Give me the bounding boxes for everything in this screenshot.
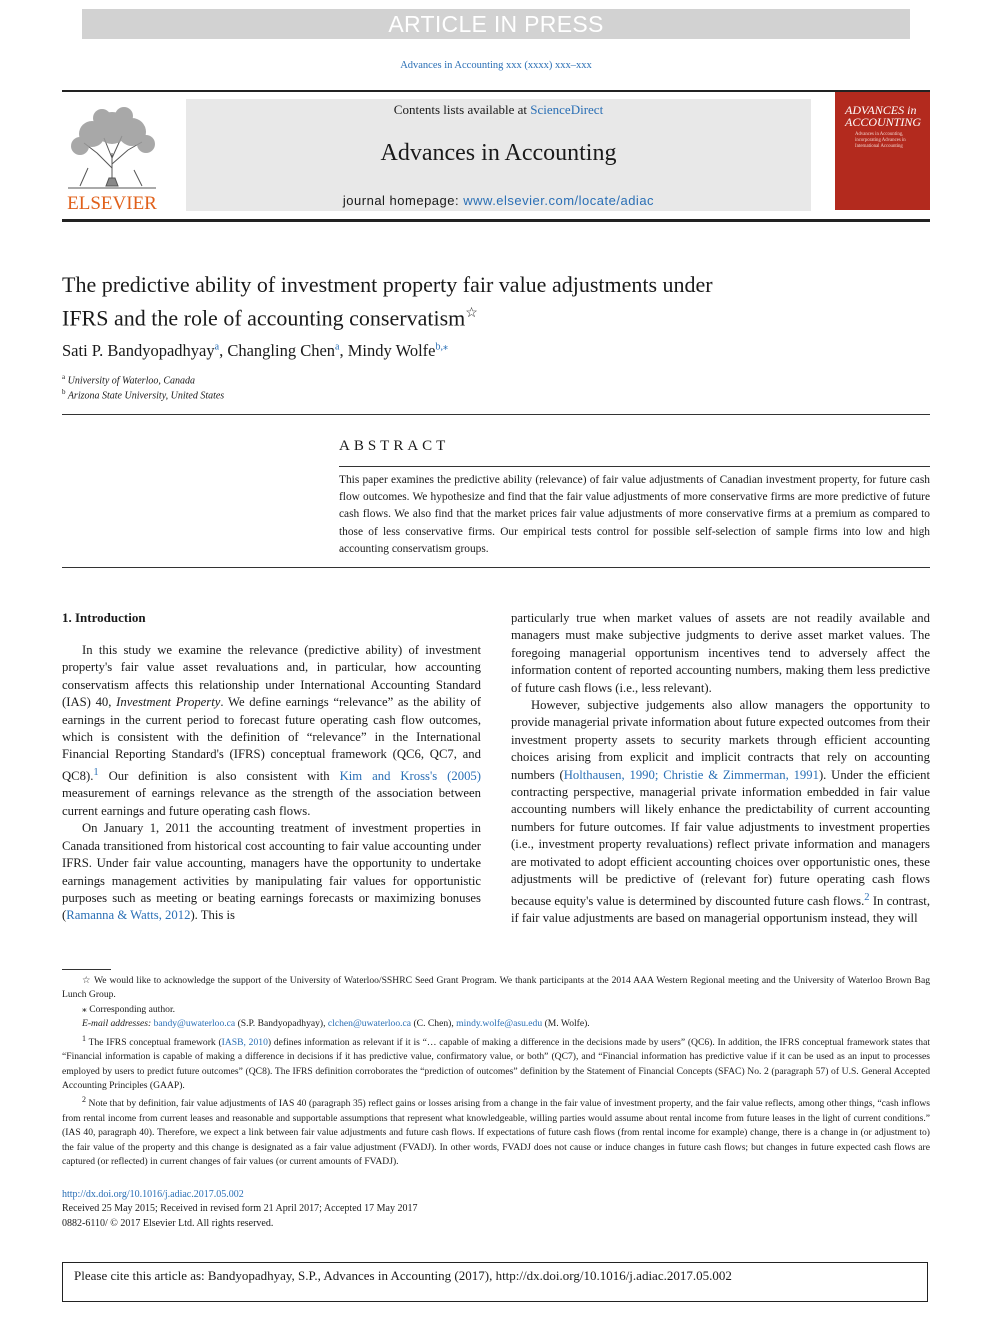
sciencedirect-link[interactable]: ScienceDirect: [530, 102, 604, 117]
doi-link[interactable]: http://dx.doi.org/10.1016/j.adiac.2017.05.002: [62, 1189, 244, 1200]
article-in-press-banner: ARTICLE IN PRESS: [82, 9, 910, 39]
footnote-2: $^2$ Note that by definition, fair value adjustments of IAS 40 (paragraph 35) reflect gains or losses arising from a change in the fair value of investment property, and the fair value reflects, among other things, “cash inflows from rental income from current leases and reasonable and supportable assumptions that represent what knowledgeable, willing parties would assume about rental income from future leases in the light of current conditions.” (IAS 40, paragraph 40). Therefore, we expect a link between fair value adjustments and future cash flows. If expectations of future cash flows (from rental income for example) change, there is a change in (or adjustment to) the fair value of the property and this change is designated as a fair value adjustment (FVADJ). In other words, FVADJ does not cause or induce changes in future cash flows; but changes in future expected cash flows are captured (or reflected) in current changes of fair values (or current amounts of FVADJ).: [62, 1095, 930, 1168]
publisher-name: ELSEVIER: [67, 193, 157, 214]
footnote-link[interactable]: 1: [93, 766, 99, 778]
email-link[interactable]: bandy@uwaterloo.ca: [153, 1018, 236, 1030]
author-name: Sati P. Bandyopadhyay: [62, 341, 215, 360]
journal-title: Advances in Accounting: [380, 140, 617, 166]
abstract-text: This paper examines the predictive ability (relevance) of fair value adjustments of Canadian investment property, for future cash flow outcomes. We hypothesize and find that the fair value adjustments of more conservative firms are more predictive of future cash flows. We also find that the market prices fair value adjustments of more conservative firms at a premium as compared to those of less conservative firms. Our empirical tests control for possible self-selection of sample firms into low and high accounting conservatism groups.: [339, 474, 930, 555]
elsevier-tree-icon: [62, 98, 162, 214]
homepage-label: journal homepage:: [342, 193, 460, 208]
footnote-corresponding: ⁎ Corresponding author.: [82, 1003, 176, 1015]
abstract-heading: ABSTRACT: [339, 438, 450, 454]
contents-prefix: Contents lists available at: [393, 102, 528, 117]
footnote-acknowledgement: ☆ We would like to acknowledge the support of the University of Waterloo/SSHRC Seed Grant Program. We thank participants at the 2014 AAA Western Regional meeting and the University of Waterloo Brown Bag Lunch Group.: [62, 975, 931, 1001]
header-bottom-rule: [62, 219, 930, 222]
elsevier-logo: [62, 98, 162, 214]
journal-reference[interactable]: Advances in Accounting xxx (xxxx) xxx–xxx: [400, 60, 592, 71]
affiliation-mark: b: [62, 388, 66, 396]
cover-title: ADVANCES in ACCOUNTING: [845, 103, 922, 129]
affiliation-text: Arizona State University, United States: [67, 390, 225, 402]
paragraph: However, subjective judgements also allow managers the opportunity to provide managerial private information about future expected outcomes from their investment property assets to security markets through efficient accounting choices arising from explicit and implicit contracts that rely on accounting numbers (Holthausen, 1990; Christie & Zimmerman, 1991). Under the efficient contracting perspective, managerial private information embedded in fair value accounting numbers will likely enhance the predictability of current accounting numbers for future outcomes. If fair value adjustments to investment properties (i.e., investment property revaluations) reflect private information and managers are motivated to adopt efficient accounting choices over opportunistic ones, these adjustments will be predictive of (relevant for) future operating cash flows because equity's value is determined by discounted future cash flows.$^2$ In contrast, if fair value adjustments are based on managerial opportunism instead, they will: [511, 698, 931, 926]
paragraph: On January 1, 2011 the accounting treatment of investment properties in Canada transitioned from historical cost accounting to fair value accounting under IFRS. Under fair value accounting, managers have the opportunity to undertake earnings management activities by manipulating fair values for opportunistic purposes such as meeting or beating earnings forecasts or maximizing bonuses (Ramanna & Watts, 2012). This is: [62, 821, 481, 923]
citation-link[interactable]: Ramanna & Watts, 2012: [66, 908, 191, 923]
citation-link[interactable]: Kim and Kross's (2005): [339, 769, 481, 784]
footnote-1: $^1$ The IFRS conceptual framework (IASB, 2010) defines information as relevant if it is “… capable of making a difference in the decisions made by users” (QC6). In addition, the IFRS conceptual framework states that “Financial information is capable of making a difference in decisions if it has predictive value, confirmatory value, or both” (QC7), and “Financial information has predictive value if it can be used as an input to processes employed by users to predict future outcomes” (QC8). The IFRS definition corroborates the “prediction of outcomes” definition by the Statement of Financial Concepts (SFAC) No. 2 (paragraph 57) of U.S. General Accepted Accounting Principles (GAAP).: [62, 1033, 931, 1092]
footnotes: [62, 974, 930, 1170]
journal-homepage: [186, 193, 811, 208]
abstract-rule: [339, 466, 930, 467]
header-top-rule: [62, 90, 930, 92]
author-affil-mark[interactable]: a: [335, 341, 340, 353]
footnote-emails: E-mail addresses: bandy@uwaterloo.ca (S.P. Bandyopadhyay), clchen@uwaterloo.ca (C. Chen), mindy.wolfe@asu.edu (M. Wolfe).: [82, 1018, 590, 1030]
footnote-rule: [62, 969, 111, 970]
contents-line: [186, 102, 811, 118]
cover-subtitle: Advances in Accounting, incorporating Advances in International Accounting: [855, 132, 906, 149]
citation-link[interactable]: Holthausen, 1990;: [563, 767, 659, 782]
citation-link[interactable]: Christie & Zimmerman, 1991: [663, 767, 819, 782]
email-link[interactable]: clchen@uwaterloo.ca: [327, 1018, 412, 1030]
title-footnote-mark[interactable]: ☆: [465, 306, 478, 321]
body-column-right: [511, 610, 930, 928]
citation-box: Please cite this article as: Bandyopadhyay, S.P., Advances in Accounting (2017), http://dx.doi.org/10.1016/j.adiac.2017.05.002: [62, 1262, 928, 1302]
article-title: [62, 270, 922, 332]
author-affil-mark[interactable]: b,⁎: [435, 341, 448, 353]
affiliation-text: University of Waterloo, Canada: [67, 375, 196, 387]
affiliation: [62, 373, 195, 386]
article-dates: Received 25 May 2015; Received in revised form 21 April 2017; Accepted 17 May 2017: [62, 1203, 418, 1215]
copyright: 0882-6110/ © 2017 Elsevier Ltd. All rights reserved.: [62, 1217, 274, 1229]
email-link[interactable]: mindy.wolfe@asu.edu: [456, 1018, 543, 1030]
title-line-1: The predictive ability of investment property fair value adjustments under: [62, 272, 713, 297]
affiliation: [62, 388, 224, 401]
author-name: Changling Chen: [227, 341, 336, 360]
paragraph: In this study we examine the relevance (predictive ability) of investment property's fair value asset revaluations and, in particular, how accounting conservatism affects this relationship under International Accounting Standard (IAS) 40, Investment Property. We define earnings “relevance” as the ability of earnings in the current period to forecast future operating cash flow outcomes, which is consistent with the definition of “relevance” in the International Financial Reporting Standard's (IFRS) conceptual framework (QC6, QC7, and QC8).$^1$ Our definition is also consistent with Kim and Kross's (2005) measurement of earnings relevance as the strength of the association between current earnings and future operating cash flows.: [62, 643, 481, 818]
author-name: Mindy Wolfe: [347, 341, 436, 360]
paragraph: particularly true when market values of assets are not readily available and managers must make subjective judgments to derive asset market values. The foregoing managerial opportunism incentives tend to adversely affect the information content of reported accounting numbers, making them less predictive of future cash flows (i.e., less relevant).: [511, 611, 930, 695]
title-line-2: IFRS and the role of accounting conservatism: [62, 305, 466, 331]
author-list: Sati P. Bandyopadhyay$^a$, Changling Chen$^a$, Mindy Wolfe$^{b,⁎}$: [62, 341, 448, 360]
body-column-left: [62, 642, 481, 925]
divider: [62, 567, 930, 568]
section-heading: 1. Introduction: [62, 610, 146, 625]
article-meta: [62, 1188, 417, 1231]
author-affil-mark[interactable]: a: [214, 341, 220, 353]
footnote-link[interactable]: 2: [864, 891, 870, 903]
affiliation-mark: a: [62, 373, 66, 381]
homepage-link[interactable]: www.elsevier.com/locate/adiac: [463, 193, 655, 208]
citation-link[interactable]: IASB, 2010: [221, 1036, 268, 1048]
divider: [62, 414, 930, 415]
journal-cover[interactable]: [835, 92, 930, 210]
